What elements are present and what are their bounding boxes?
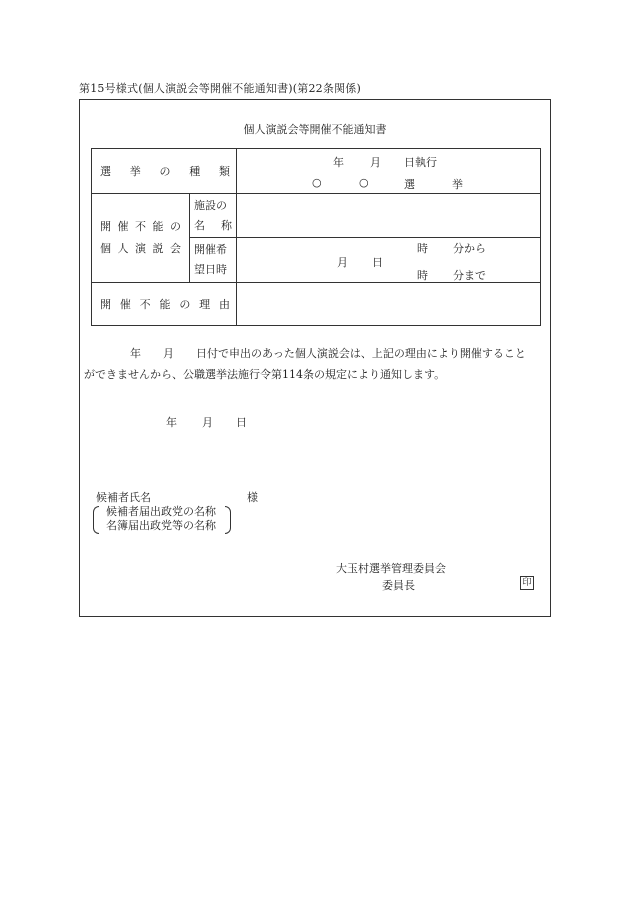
seal-mark: 印 xyxy=(520,576,534,590)
list-party-name: 名簿届出政党等の名称 xyxy=(106,519,216,532)
left-paren xyxy=(93,506,99,534)
date-year: 年 xyxy=(166,416,177,429)
requested-datetime-value: 月 日 時 分から 時 分まで xyxy=(237,238,541,283)
reason-value xyxy=(237,283,541,326)
honorific: 様 xyxy=(247,491,258,504)
facility-name-value xyxy=(237,194,541,238)
party-name-bracket xyxy=(93,505,231,533)
election-type-row xyxy=(92,149,541,194)
unheld-speech-label: 開 催 不 能 の 個 人 演 説 会 xyxy=(92,194,190,283)
document-title: 個人演説会等開催不能通知書 xyxy=(243,123,387,136)
form-number-caption: 第15号様式(個人演説会等開催不能通知書)(第22条関係) xyxy=(79,82,361,95)
election-type-label: 選 挙 の 種 類 xyxy=(92,149,237,194)
date-day: 日 xyxy=(236,416,247,429)
reason-label: 開 催 不 能 の 理 由 xyxy=(92,283,237,326)
committee-name: 大玉村選挙管理委員会 xyxy=(336,562,446,575)
chair-title: 委員長 xyxy=(382,579,415,592)
notice-body xyxy=(84,343,546,385)
requested-datetime-label: 開催希 望日時 xyxy=(190,238,237,283)
right-paren xyxy=(225,506,231,534)
notice-table xyxy=(91,148,541,326)
candidate-name-label: 候補者氏名 xyxy=(96,491,151,504)
reason-row xyxy=(92,283,541,326)
facility-row xyxy=(92,194,541,238)
facility-name-label: 施設の 名 称 xyxy=(190,194,237,238)
date-month: 月 xyxy=(202,416,213,429)
candidate-party-name: 候補者届出政党の名称 xyxy=(106,505,216,518)
notice-body-line2: ができませんから、公職選挙法施行令第114条の規定により通知します。 xyxy=(84,368,446,381)
notice-body-line1: 年 月 日付で申出のあった個人演説会は、上記の理由により開催すること xyxy=(130,347,526,360)
election-type-value: 年 月 日執行 ○ ○ 選 挙 xyxy=(237,149,541,194)
